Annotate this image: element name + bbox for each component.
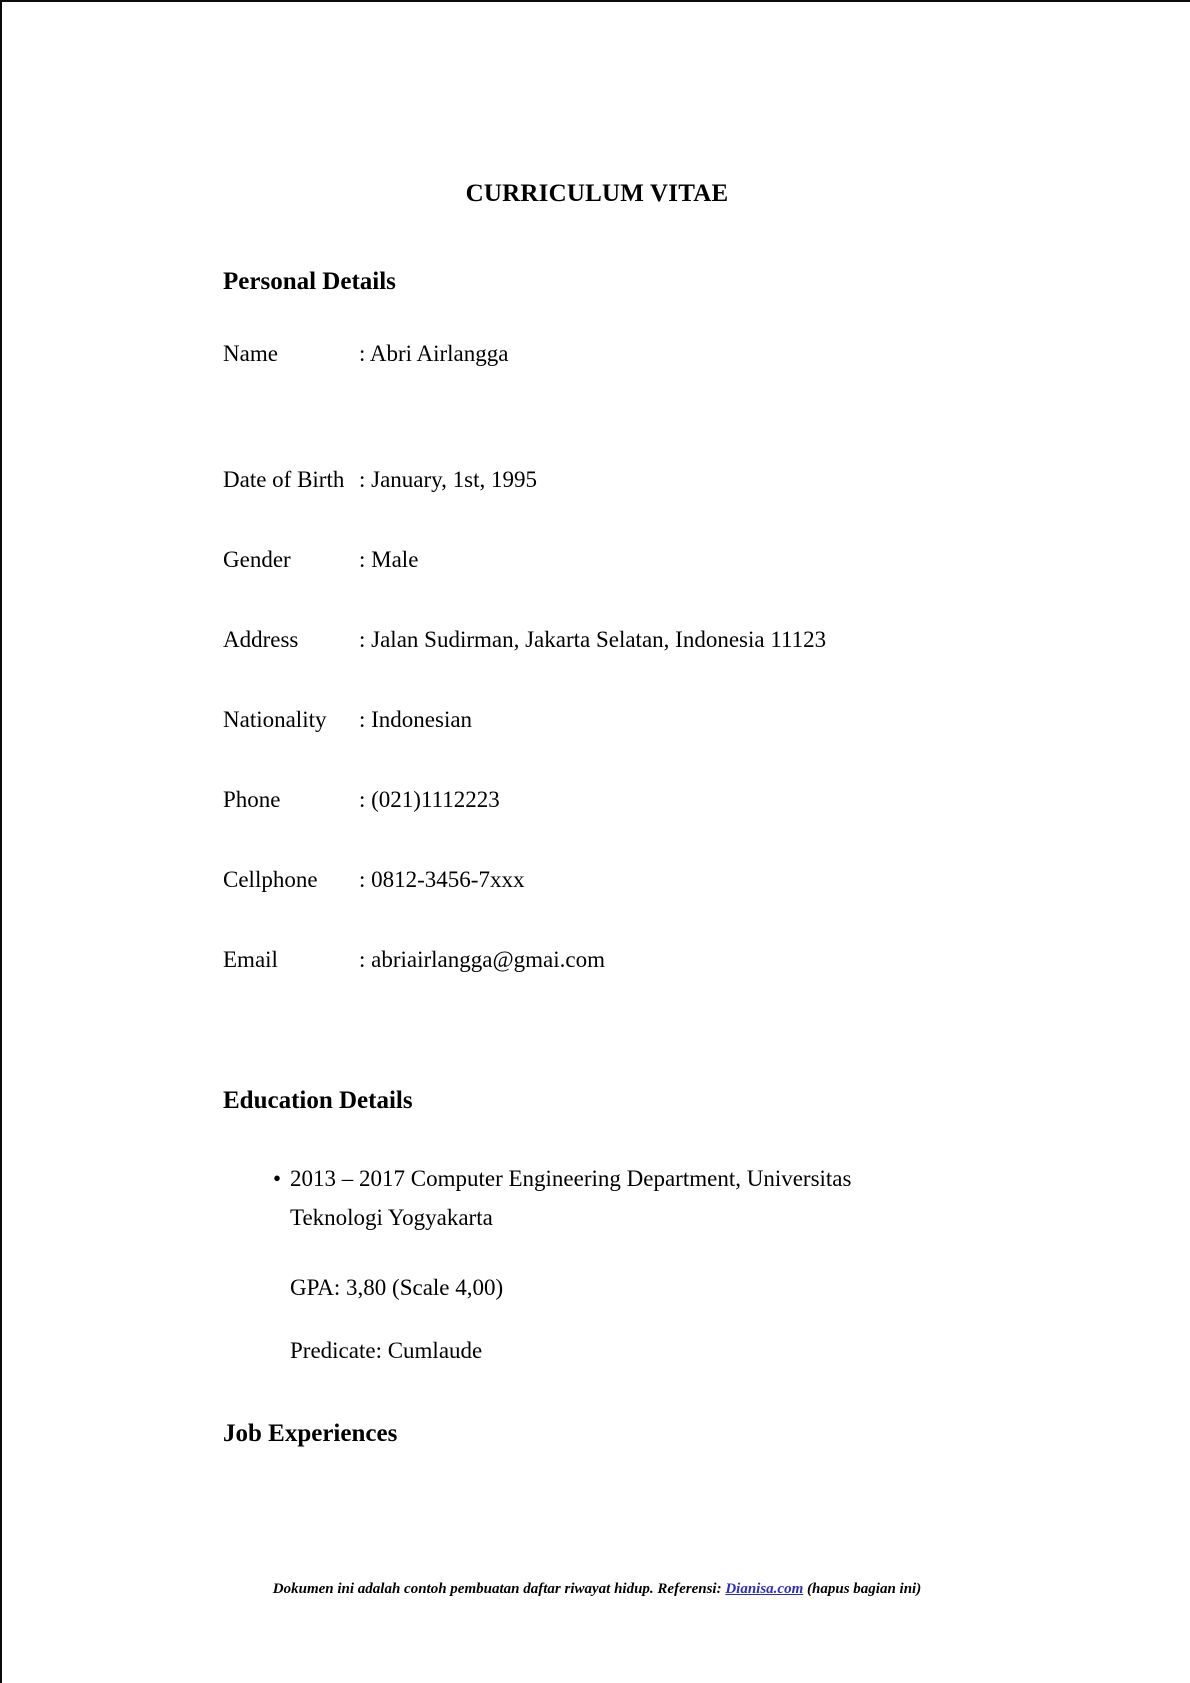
detail-row-address	[2, 627, 1190, 707]
bullet-icon: •	[273, 1165, 282, 1191]
detail-value: : Male	[359, 547, 419, 572]
detail-value: : January, 1st, 1995	[359, 467, 538, 492]
footer-note-text-after: (hapus bagian ini)	[803, 1581, 922, 1597]
detail-value: : Indonesian	[359, 707, 473, 732]
detail-row-gender	[2, 547, 1190, 627]
detail-row-nationality	[2, 707, 1190, 787]
page-title: CURRICULUM VITAE	[465, 180, 729, 207]
detail-value: : abriairlangga@gmai.com	[359, 947, 605, 972]
list-item	[2, 1115, 882, 1238]
detail-value: : Abri Airlangga	[359, 341, 509, 366]
detail-label: Nationality	[223, 707, 327, 732]
detail-row-name	[2, 295, 1190, 467]
detail-label: Date of Birth	[223, 467, 345, 492]
detail-row-phone	[2, 787, 1190, 867]
section-heading-education-details: Education Details	[223, 1087, 413, 1114]
education-gpa: GPA: 3,80 (Scale 4,00)	[290, 1274, 504, 1300]
document-content	[2, 2, 1190, 1447]
detail-row-email	[2, 947, 1190, 1027]
detail-row-cellphone	[2, 867, 1190, 947]
personal-details-list	[2, 295, 1190, 1027]
education-list	[2, 1115, 1190, 1238]
education-entry-text: 2013 – 2017 Computer Engineering Department, Universitas Teknologi Yogyakarta	[290, 1165, 852, 1231]
education-predicate: Predicate: Cumlaude	[290, 1338, 483, 1364]
detail-label: Address	[223, 627, 299, 652]
detail-row-date-of-birth	[2, 467, 1190, 547]
detail-value: : Jalan Sudirman, Jakarta Selatan, Indonesia 11123	[359, 627, 827, 652]
detail-label: Email	[223, 947, 278, 972]
reference-link[interactable]: Dianisa.com	[725, 1581, 804, 1597]
detail-label: Phone	[223, 787, 281, 812]
detail-label: Name	[223, 341, 278, 366]
detail-value: : (021)1112223	[359, 787, 500, 812]
section-heading-personal-details: Personal Details	[223, 267, 396, 295]
footer-note-text-before: Dokumen ini adalah contoh pembuatan daftar riwayat hidup. Referensi:	[272, 1581, 726, 1597]
detail-value: : 0812-3456-7xxx	[359, 867, 525, 892]
footer-note	[2, 1580, 1190, 1598]
detail-label: Cellphone	[223, 867, 318, 892]
section-heading-job-experiences: Job Experiences	[223, 1419, 398, 1447]
detail-label: Gender	[223, 547, 291, 572]
